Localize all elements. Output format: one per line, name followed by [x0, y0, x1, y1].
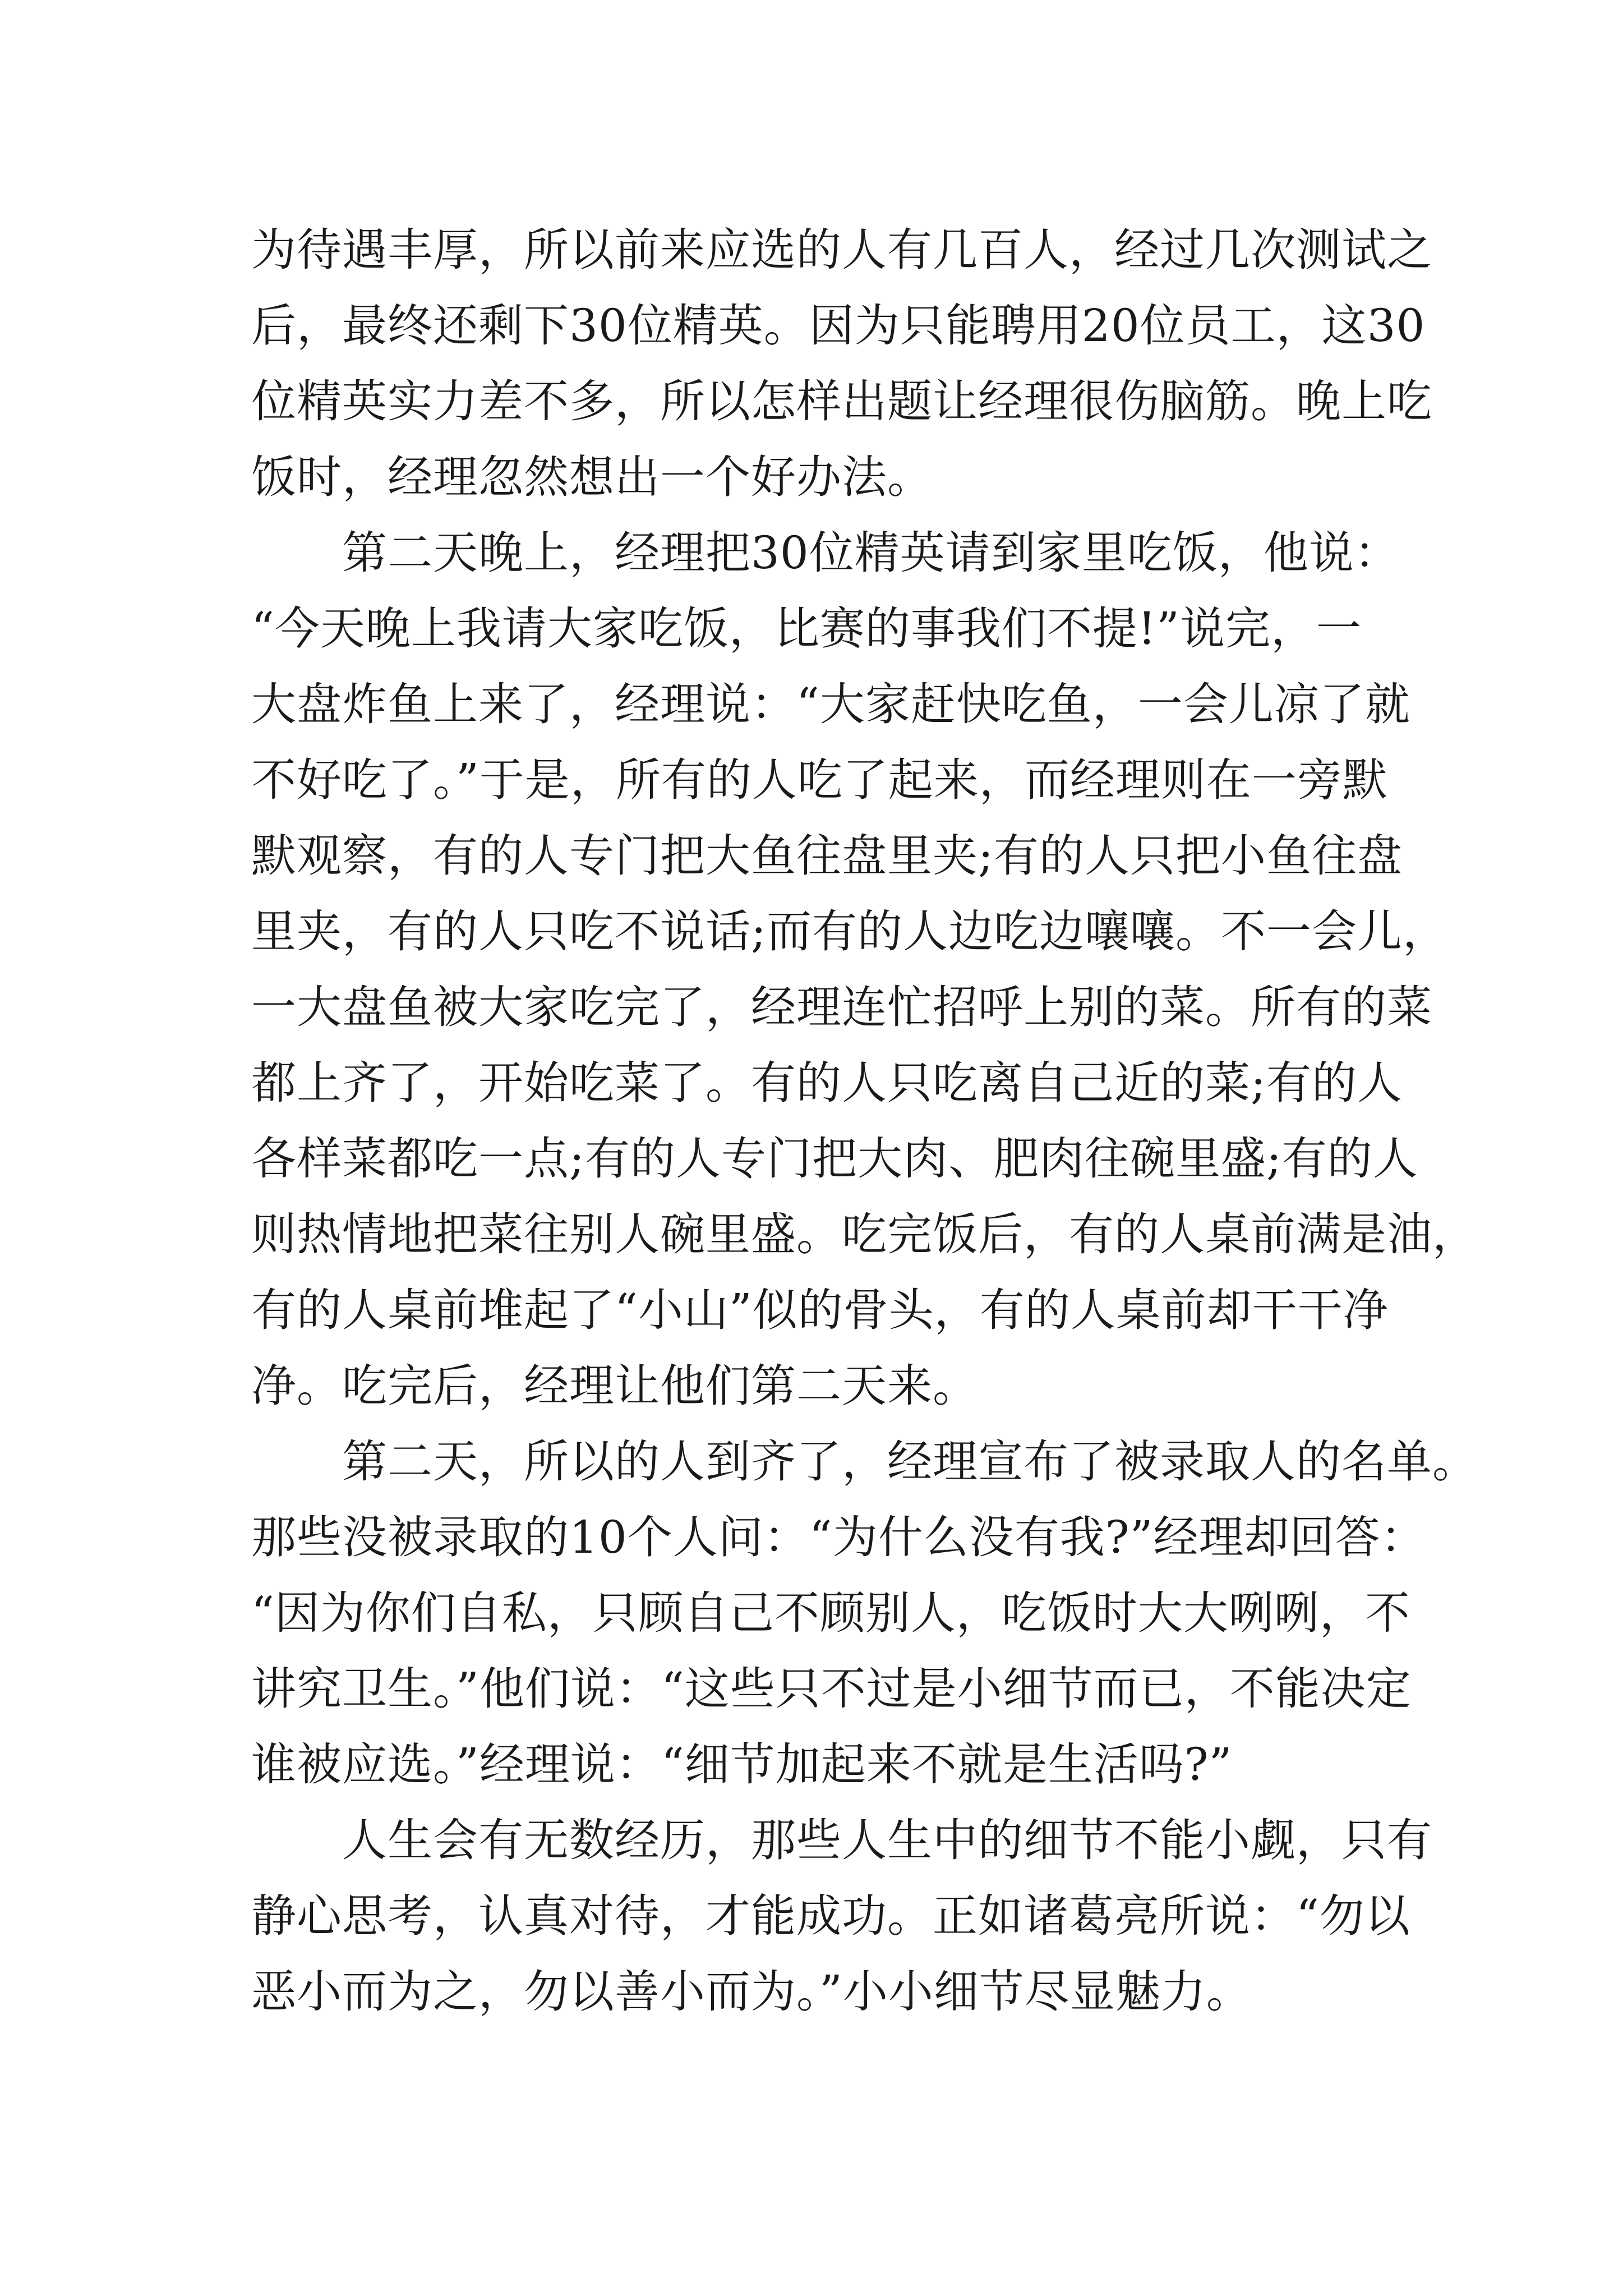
text-line: 都上齐了，开始吃菜了。有的人只吃离自己近的菜;有的人	[251, 1057, 1403, 1109]
text-line: 谁被应选。”经理说：“细节加起来不就是生活吗?”	[251, 1738, 1233, 1791]
text-line: 讲究卫生。”他们说：“这些只不过是小细节而已，不能决定	[251, 1663, 1412, 1715]
text-line: 里夹，有的人只吃不说话;而有的人边吃边嚷嚷。不一会儿，	[251, 905, 1448, 958]
text-line: 净。吃完后，经理让他们第二天来。	[251, 1360, 978, 1412]
paragraph-3	[251, 1424, 1478, 1802]
text-line: 不好吃了。”于是，所有的人吃了起来，而经理则在一旁默	[251, 754, 1388, 806]
essay-body	[251, 212, 1478, 2030]
paragraph-2	[251, 515, 1478, 1424]
text-line: 那些没被录取的10个人问：“为什么没有我?”经理却回答：	[251, 1511, 1426, 1563]
text-line: 则热情地把菜往别人碗里盛。吃完饭后，有的人桌前满是油，	[251, 1208, 1478, 1260]
text-line: “今天晚上我请大家吃饭，比赛的事我们不提!”说完，一	[251, 602, 1362, 655]
text-line: 恶小而为之，勿以善小而为。”小小细节尽显魅力。	[251, 1966, 1252, 2018]
text-line: 位精英实力差不多，所以怎样出题让经理很伤脑筋。晚上吃	[251, 375, 1432, 427]
text-line: 第二天，所以的人到齐了，经理宣布了被录取人的名单。	[342, 1435, 1478, 1488]
text-line: 一大盘鱼被大家吃完了，经理连忙招呼上别的菜。所有的菜	[251, 981, 1432, 1033]
text-line: 饭时，经理忽然想出一个好办法。	[251, 451, 933, 503]
text-line: 有的人桌前堆起了“小山”似的骨头，有的人桌前却干干净	[251, 1284, 1389, 1336]
text-line: 静心思考，认真对待，才能成功。正如诸葛亮所说：“勿以	[251, 1890, 1410, 1942]
text-line: 第二天晚上，经理把30位精英请到家里吃饭，他说：	[342, 527, 1400, 579]
paragraph-1	[251, 212, 1435, 515]
paragraph-4	[251, 1802, 1435, 2030]
text-line: 为待遇丰厚，所以前来应选的人有几百人，经过几次测试之	[251, 224, 1432, 276]
text-line: 各样菜都吃一点;有的人专门把大肉、肥肉往碗里盛;有的人	[251, 1133, 1418, 1185]
text-line: 大盘炸鱼上来了，经理说：“大家赶快吃鱼，一会儿凉了就	[251, 678, 1410, 730]
text-line: 默观察，有的人专门把大鱼往盘里夹;有的人只把小鱼往盘	[251, 830, 1403, 882]
text-line: 后，最终还剩下30位精英。因为只能聘用20位员工，这30	[251, 300, 1426, 352]
text-line: 人生会有无数经历，那些人生中的细节不能小觑，只有	[342, 1814, 1432, 1866]
text-line: “因为你们自私，只顾自己不顾别人，吃饭时大大咧咧，不	[251, 1587, 1410, 1639]
